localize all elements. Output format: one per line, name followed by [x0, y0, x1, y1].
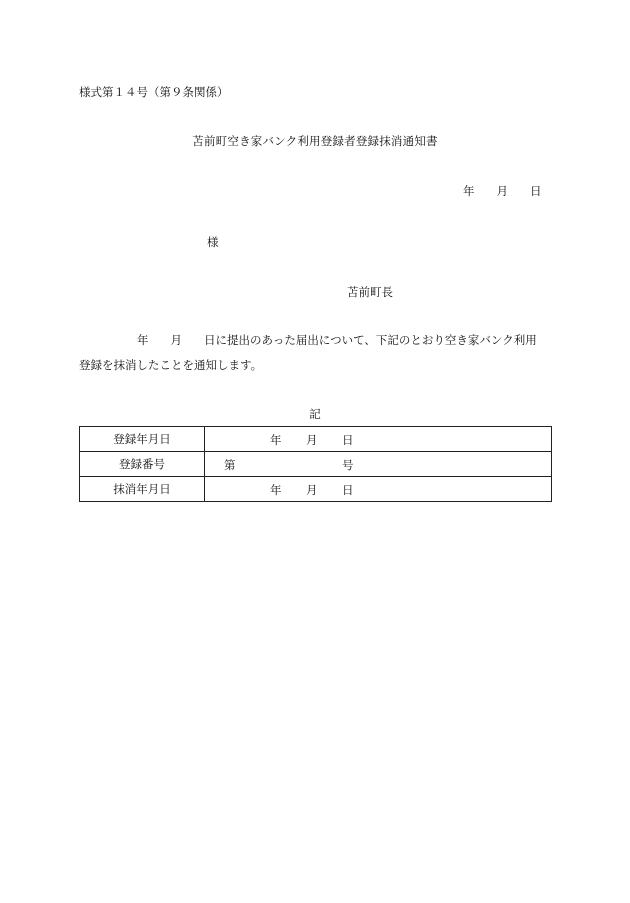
registration-number-suffix: 号: [342, 458, 354, 472]
body-text-line-1: [137, 332, 537, 348]
cancellation-date-value: [205, 477, 552, 502]
registration-year-label: 年: [270, 433, 282, 447]
body-text-line-2: 登録を抹消したことを通知します。: [79, 358, 263, 372]
registration-month-label: 月: [306, 433, 318, 447]
body-year-label: 年: [137, 333, 149, 347]
body-month-label: 月: [170, 333, 182, 347]
cancellation-day-label: 日: [342, 483, 354, 497]
table-row-cancellation-date: [80, 477, 552, 502]
date-month-label: 月: [496, 184, 508, 198]
sender-name: 苫前町長: [347, 285, 393, 299]
date-day-label: 日: [530, 184, 542, 198]
ki-heading: 記: [309, 407, 321, 421]
document-title: 苫前町空き家バンク利用登録者登録抹消通知書: [192, 134, 438, 148]
body-line1-rest: 日に提出のあった届出について、下記のとおり空き家バンク利用: [204, 333, 537, 347]
table-row-registration-date: [80, 427, 552, 452]
table-row-registration-number: [80, 452, 552, 477]
details-table: [79, 426, 552, 502]
form-number: 様式第１４号（第９条関係）: [79, 85, 229, 99]
row-label-cancellation-date: 抹消年月日: [80, 477, 205, 502]
registration-number-prefix: 第: [224, 458, 236, 472]
cancellation-year-label: 年: [270, 483, 282, 497]
registration-day-label: 日: [342, 433, 354, 447]
registration-number-value: [205, 452, 552, 477]
recipient-line: 様: [207, 235, 219, 249]
row-label-registration-date: 登録年月日: [80, 427, 205, 452]
date-year-label: 年: [463, 184, 475, 198]
cancellation-month-label: 月: [306, 483, 318, 497]
issue-date: [463, 183, 542, 199]
row-label-registration-number: 登録番号: [80, 452, 205, 477]
registration-date-value: [205, 427, 552, 452]
